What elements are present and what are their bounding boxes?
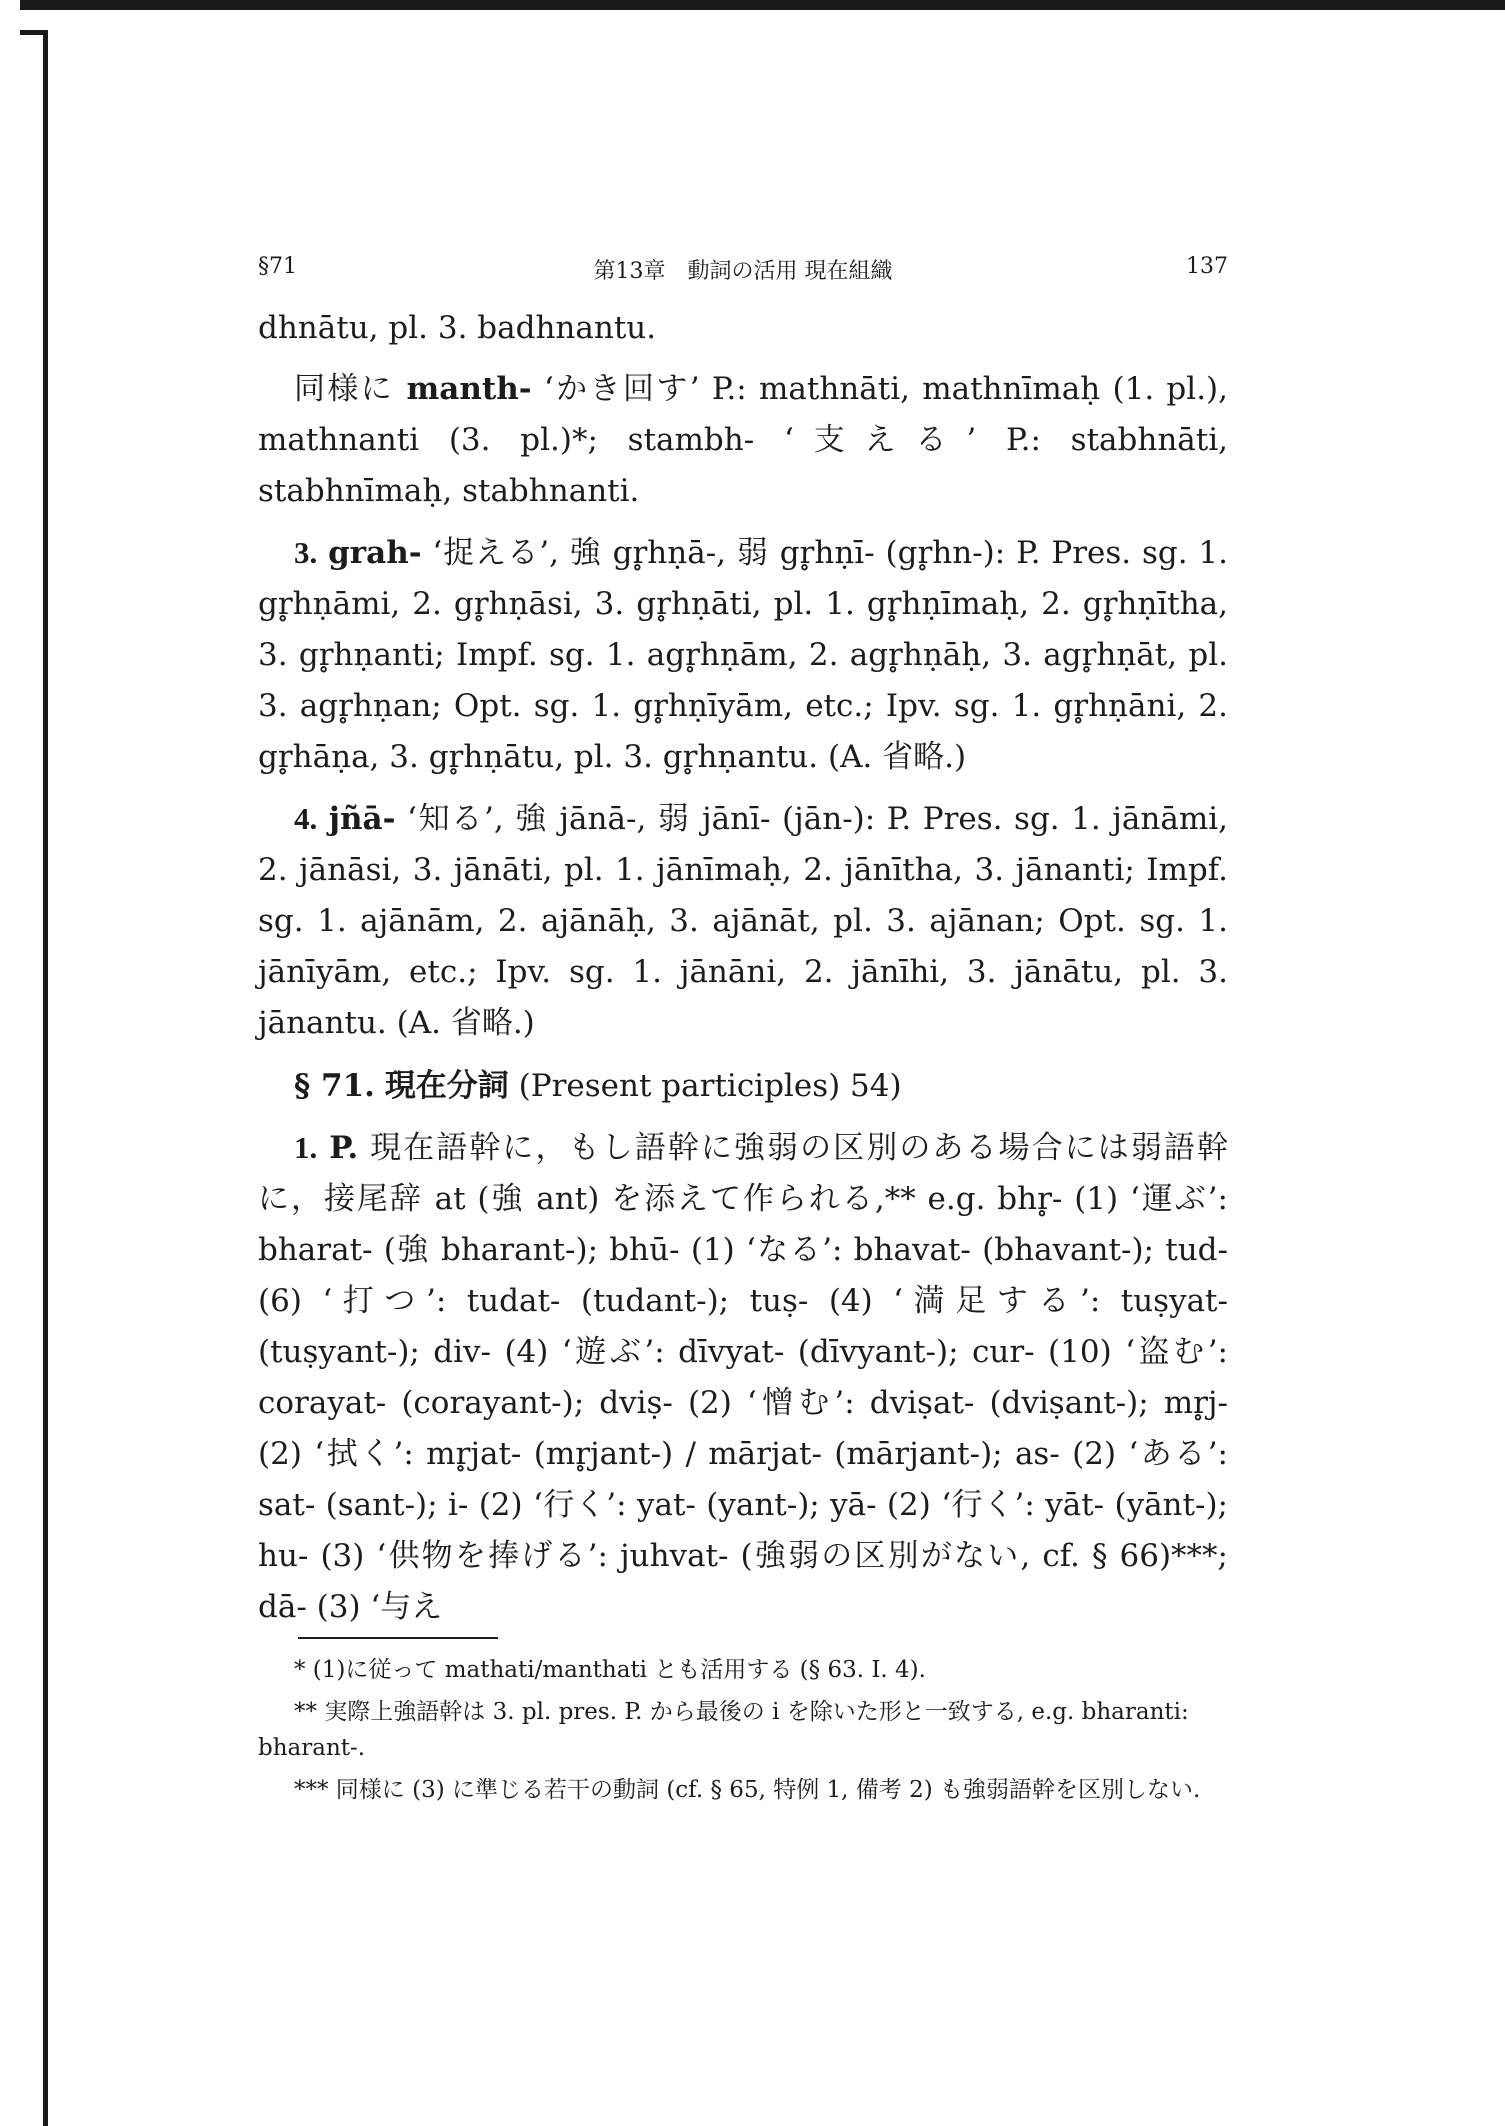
- text: ‘かき回す’ P.: mathnāti, mathnīmaḥ (1. pl.), mathnanti (3. pl.)*; stambh- ‘支える’ P.: stabhnāti, stabhnīmaḥ, stabhnanti.: [258, 371, 1228, 509]
- main-text: [258, 303, 1228, 1633]
- footnote: *** 同様に (3) に準じる若干の動詞 (cf. § 65, 特例 1, 備考 2) も強弱語幹を区別しない.: [294, 1777, 1201, 1803]
- bold-term: jñā-: [328, 801, 396, 837]
- bold-term: manth-: [406, 371, 532, 407]
- section-heading: [258, 1061, 1228, 1112]
- paragraph-present-participles: [258, 1122, 1228, 1633]
- paragraph-manth: [258, 364, 1228, 517]
- section-title: 現在分詞: [384, 1068, 509, 1104]
- item-number: 4.: [294, 801, 318, 836]
- paragraph-jna: [258, 793, 1228, 1049]
- page-number: 137: [1186, 254, 1228, 279]
- footnote-divider: [298, 1637, 498, 1639]
- text: 現在語幹に，もし語幹に強弱の区別のある場合には弱語幹に，接尾辞 at (強 ant) を添えて作られる,** e.g. bhr̥- (1) ‘運ぶ’: bharat- (強 bharant-); bhū- (1) ‘なる’: bhavat- (bhavant-); tud- (6) ‘打つ’: tudat- (tudant-); tuṣ- (4) ‘満足する’: tuṣyat- (tuṣyant-); div- (4) ‘遊ぶ’: dīvyat- (dīvyant-); cur- (10) ‘盗む’: corayat- (corayant-); dviṣ- (2) ‘憎む’: dviṣat- (dviṣant-); mr̥j- (2) ‘拭く’: mr̥jat- (mr̥jant-) / mārjat- (mārjant-); as- (2) ‘ある’: sat- (sant-); i- (2) ‘行く’: yat- (yant-); yā- (2) ‘行く’: yāt- (yānt-); hu- (3) ‘供物を捧げる’: juhvat- (強弱の区別がない, cf. § 66)***; dā- (3) ‘与え: [258, 1130, 1228, 1625]
- footnote: * (1)に従って mathati/manthati とも活用する (§ 63. I. 4).: [294, 1657, 926, 1683]
- section-number: § 71.: [294, 1068, 375, 1104]
- section-subtitle: (Present participles) 54): [508, 1068, 902, 1104]
- text: ‘捉える’, 強 gr̥hṇā-, 弱 gr̥hṇī- (gr̥hn-): P. Pres. sg. 1. gr̥hṇāmi, 2. gr̥hṇāsi, 3. gr̥hṇāti, pl. 1. gr̥hṇīmaḥ, 2. gr̥hṇītha, 3. gr̥hṇanti; Impf. sg. 1. agr̥hṇām, 2. agr̥hṇāḥ, 3. agr̥hṇāt, pl. 3. agr̥hṇan; Opt. sg. 1. gr̥hṇīyām, etc.; Ipv. sg. 1. gr̥hṇāni, 2. gr̥hāṇa, 3. gr̥hṇātu, pl. 3. gr̥hṇantu. (A. 省略.): [258, 535, 1228, 775]
- item-number: 3.: [294, 535, 318, 570]
- left-border-rule: [43, 30, 48, 2126]
- text: ‘知る’, 強 jānā-, 弱 jānī- (jān-): P. Pres. sg. 1. jānāmi, 2. jānāsi, 3. jānāti, pl. 1. jānīmaḥ, 2. jānītha, 3. jānanti; Impf. sg. 1. ajānām, 2. ajānāḥ, 3. ajānāt, pl. 3. ajānan; Opt. sg. 1. jānīyām, etc.; Ipv. sg. 1. jānāni, 2. jānīhi, 3. jānātu, pl. 3. jānantu. (A. 省略.): [258, 801, 1229, 1041]
- top-border-rule: [20, 0, 1505, 10]
- footnote: ** 実際上強語幹は 3. pl. pres. P. から最後の i を除いた形と一致する, e.g. bharanti: bharant-.: [258, 1699, 1189, 1761]
- bold-term: P.: [329, 1130, 359, 1166]
- text: dhnātu, pl. 3. badhnantu.: [258, 310, 657, 346]
- header-section: §71: [258, 254, 297, 279]
- paragraph-grah: [258, 527, 1228, 783]
- paragraph-continuation: [258, 303, 1228, 354]
- page-header: [258, 254, 1228, 288]
- bold-term: grah-: [328, 535, 422, 571]
- footnotes: [258, 1652, 1228, 1814]
- item-number: 1.: [294, 1130, 318, 1165]
- text: 同様に: [294, 371, 407, 407]
- header-title: 第13章 動詞の活用 現在組織: [593, 259, 893, 284]
